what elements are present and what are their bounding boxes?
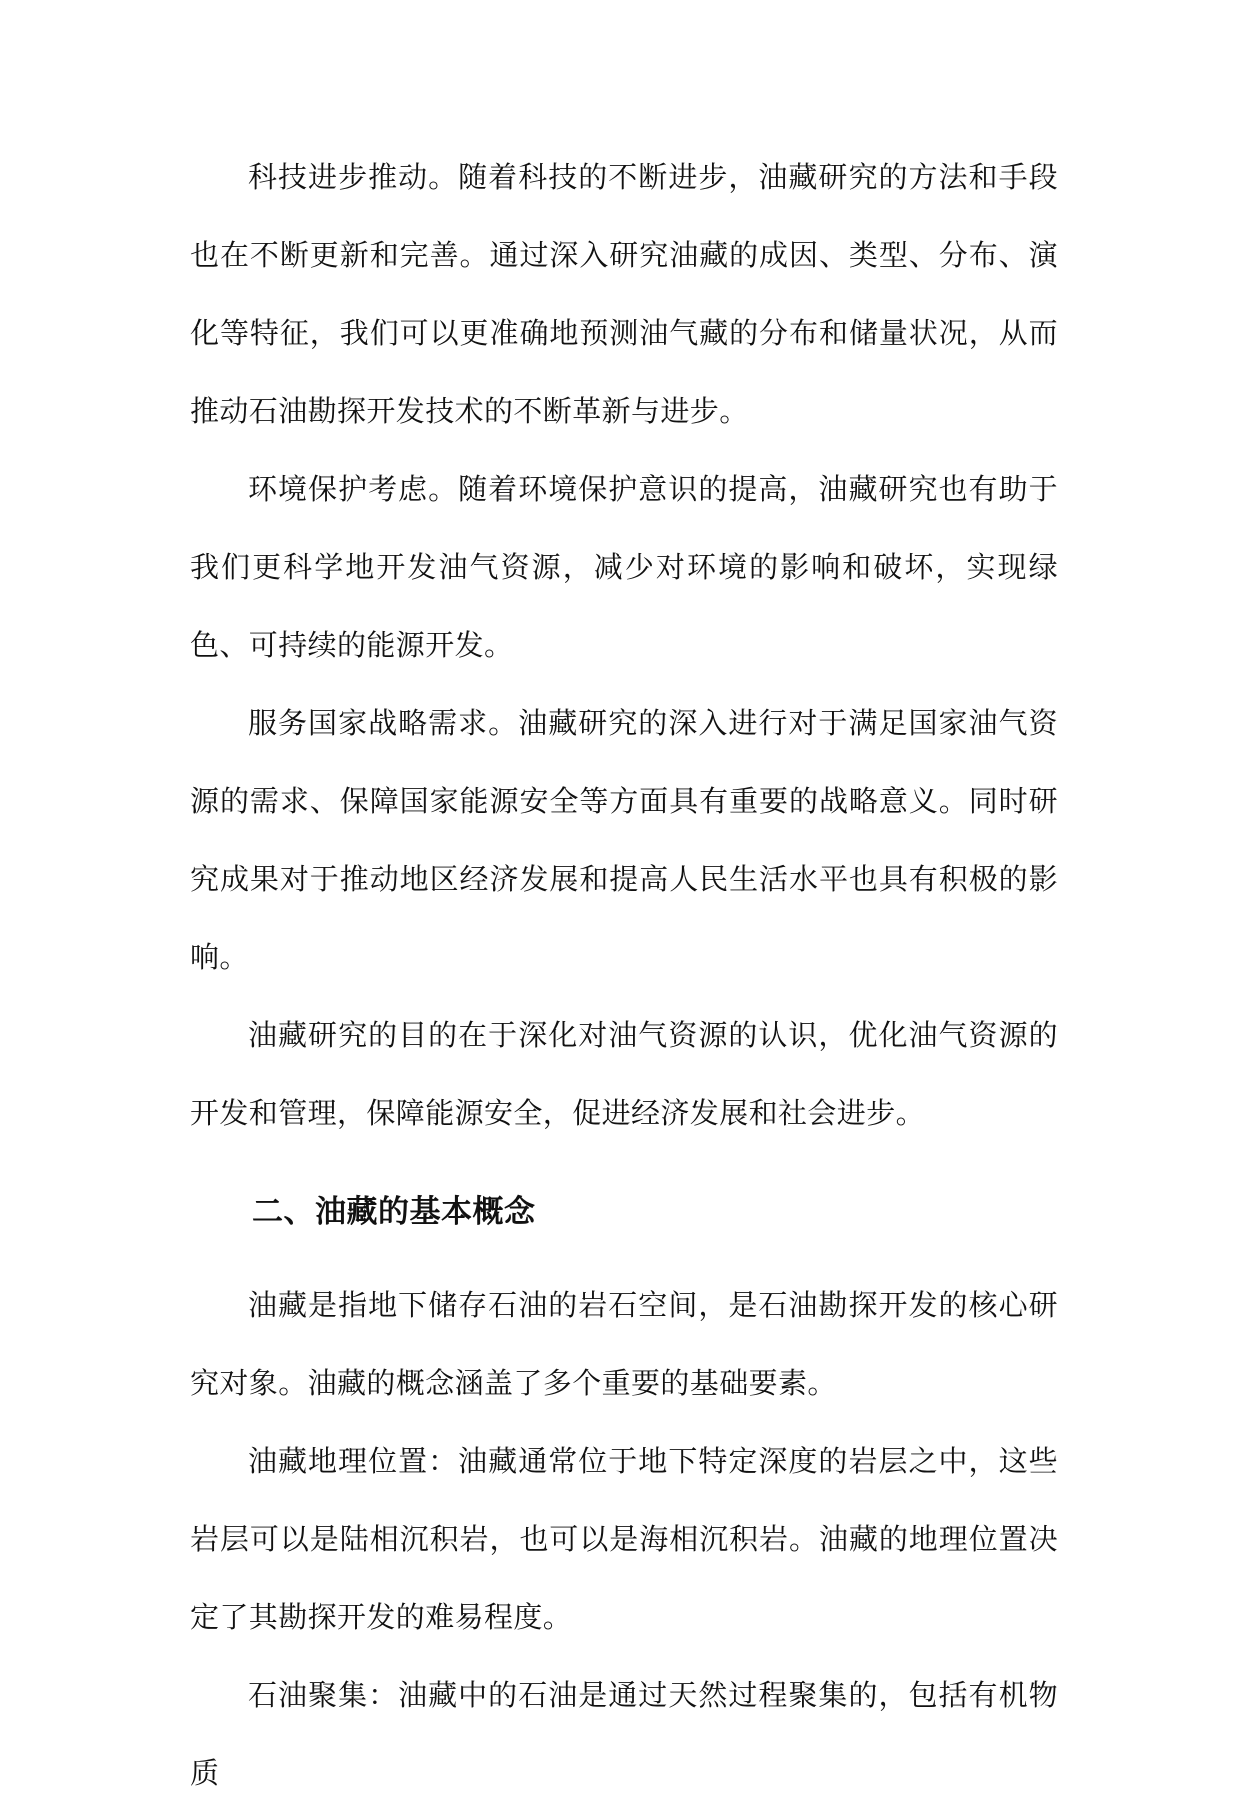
paragraph-environment: 环境保护考虑。随着环境保护意识的提高，油藏研究也有助于我们更科学地开发油气资源，减少对环境的影响和破坏，实现绿色、可持续的能源开发。: [190, 472, 1058, 662]
paragraph-national-strategy: 服务国家战略需求。油藏研究的深入进行对于满足国家油气资源的需求、保障国家能源安全等方面具有重要的战略意义。同时研究成果对于推动地区经济发展和提高人民生活水平也具有积极的影响。: [190, 706, 1058, 974]
page-content: [190, 138, 1058, 1812]
paragraph-oil-accumulation: 石油聚集：油藏中的石油是通过天然过程聚集的，包括有机物质: [190, 1678, 1058, 1790]
section-heading: 二、油藏的基本概念: [252, 1194, 536, 1230]
paragraph-tech-progress: 科技进步推动。随着科技的不断进步，油藏研究的方法和手段也在不断更新和完善。通过深入研究油藏的成因、类型、分布、演化等特征，我们可以更准确地预测油气藏的分布和储量状况，从而推动石油勘探开发技术的不断革新与进步。: [190, 160, 1058, 428]
paragraph-reservoir-definition: 油藏是指地下储存石油的岩石空间，是石油勘探开发的核心研究对象。油藏的概念涵盖了多个重要的基础要素。: [190, 1288, 1058, 1400]
paragraph-research-purpose: 油藏研究的目的在于深化对油气资源的认识，优化油气资源的开发和管理，保障能源安全，促进经济发展和社会进步。: [190, 1018, 1058, 1130]
paragraph-geographic-location: 油藏地理位置：油藏通常位于地下特定深度的岩层之中，这些岩层可以是陆相沉积岩，也可以是海相沉积岩。油藏的地理位置决定了其勘探开发的难易程度。: [190, 1444, 1058, 1634]
